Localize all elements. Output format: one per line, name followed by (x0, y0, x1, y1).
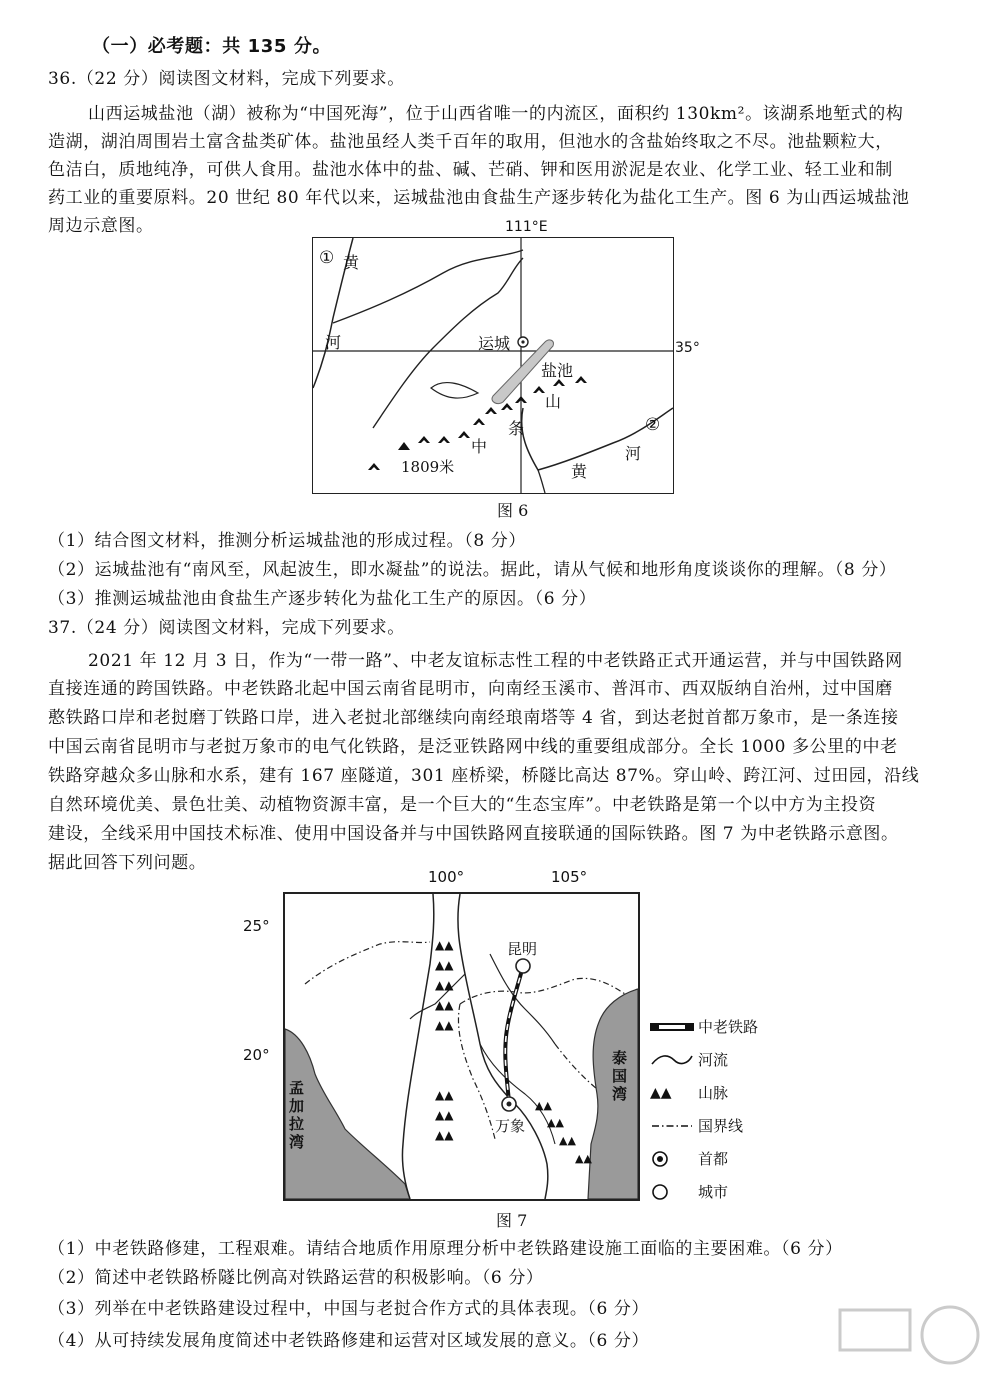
section-heading: （一）必考题：共 135 分。 (92, 36, 332, 57)
q36-question: （2）运城盐池有“南风至，风起波生，即水凝盐”的说法。据此，请从气候和地形角度谈谈你的理解。（8 分） (48, 560, 897, 580)
q36-question: （3）推测运城盐池由食盐生产逐步转化为盐化工生产的原因。（6 分） (48, 589, 597, 609)
legend-row (650, 1175, 770, 1208)
svg-text:▲▲: ▲▲ (435, 938, 454, 952)
q36-para-line: 色洁白，质地纯净，可供人食用。盐池水体中的盐、碱、芒硝、钾和医用淤泥是农业、化学工业、轻工业和制 (48, 160, 893, 180)
q37-para-line: 直接连通的跨国铁路。中老铁路北起中国云南省昆明市，向南经玉溪市、普洱市、西双版纳自治州，过中国磨 (48, 679, 893, 699)
q37-para-line: 中国云南省昆明市与老挝万象市的电气化铁路，是泛亚铁路网中线的重要组成部分。全长 1000 多公里的中老 (48, 737, 898, 757)
figure-6-map (312, 237, 674, 494)
svg-text:▲▲: ▲▲ (535, 1099, 552, 1112)
fig7-lat-label-25: 25° (243, 917, 270, 935)
label-kunming: 昆明 (507, 940, 538, 958)
figure-7-svg (285, 894, 638, 1199)
border-laos-vietnam (555, 1044, 597, 1089)
label-bengal: 孟加拉湾 (289, 1079, 305, 1151)
legend-row (650, 1043, 770, 1076)
label-zhong: 中 (471, 437, 488, 456)
tributary-north (333, 250, 523, 323)
legend-row (650, 1010, 770, 1043)
legend-border: 国界线 (698, 1117, 744, 1135)
svg-text:▲▲: ▲▲ (435, 1108, 454, 1122)
q37-question: （3）列举在中老铁路建设过程中，中国与老挝合作方式的具体表现。（6 分） (48, 1299, 650, 1319)
svg-text:▲▲: ▲▲ (559, 1134, 576, 1147)
svg-text:▲▲: ▲▲ (435, 1128, 454, 1142)
q37-para-line: 建设，全线采用中国技术标准、使用中国设备并与中国铁路网直接联通的国际铁路。图 7 为中老铁路示意图。 (48, 824, 899, 844)
q36-question: （1）结合图文材料，推测分析运城盐池的形成过程。（8 分） (48, 531, 526, 551)
svg-text:▲▲: ▲▲ (575, 1152, 592, 1165)
q36-para-line: 药工业的重要原料。20 世纪 80 年代以来，运城盐池由食盐生产逐步转化为盐化工生产。图 6 为山西运城盐池 (48, 188, 910, 208)
fig7-lon-label-100: 100° (428, 868, 465, 886)
mountain-icon: ▲▲ (650, 1084, 672, 1101)
label-yuncheng: 运城 (478, 334, 511, 353)
label-yanchi: 盐池 (541, 361, 574, 380)
fig7-lat-label-20: 20° (243, 1046, 270, 1064)
q37-question: （2）简述中老铁路桥隧比例高对铁路运营的积极影响。（6 分） (48, 1268, 544, 1288)
legend-row (650, 1142, 770, 1175)
river-south-branch (538, 470, 545, 493)
q36-header: 36.（22 分）阅读图文材料，完成下列要求。 (48, 69, 405, 89)
figure-7-map (283, 892, 640, 1201)
label-tiao: 条 (508, 419, 525, 438)
label-he-right: 河 (625, 444, 642, 463)
svg-text:▲▲: ▲▲ (435, 1088, 454, 1102)
q37-para-line: 2021 年 12 月 3 日，作为“一带一路”、中老友谊标志性工程的中老铁路正式开通运营，并与中国铁路网 (88, 651, 903, 671)
svg-text:▲▲: ▲▲ (435, 998, 454, 1012)
q37-para-line: 自然环境优美、景色壮美、动植物资源丰富，是一个巨大的“生态宝库”。中老铁路是第一个以中方为主投资 (48, 795, 877, 815)
border-north (305, 942, 430, 984)
kunming-marker (516, 959, 530, 973)
legend-capital: 首都 (698, 1150, 729, 1168)
svg-text:▲▲: ▲▲ (547, 1116, 564, 1129)
q37-para-line: 憨铁路口岸和老挝磨丁铁路口岸，进入老挝北部继续向南经琅南塔等 4 省，到达老挝首都万象市，是一条连接 (48, 708, 899, 728)
legend-railway: 中老铁路 (698, 1018, 759, 1036)
figure-6-svg (313, 238, 673, 493)
q37-para-line: 铁路穿越众多山脉和水系，建有 167 座隧道，301 座桥梁，桥隧比高达 87%。穿山岭、跨江河、过田园，沿线 (48, 766, 920, 786)
legend-city: 城市 (698, 1183, 729, 1201)
figure-6-caption: 图 6 (497, 501, 529, 520)
legend-mountain: 山脉 (698, 1084, 729, 1102)
figure-7-legend (650, 1010, 770, 1208)
legend-row (650, 1076, 770, 1109)
svg-text:▲▲: ▲▲ (435, 958, 454, 972)
label-circle-1: ① (319, 248, 335, 268)
watermark-stamp (830, 1300, 990, 1380)
fig6-latitude-label: 35° (675, 340, 700, 356)
q36-para-line: 周边示意图。 (48, 216, 154, 236)
q36-para-line: 山西运城盐池（湖）被称为“中国死海”，位于山西省唯一的内流区，面积约 130km²。该湖系地堑式的构 (88, 104, 904, 124)
fig6-longitude-label: 111°E (505, 219, 548, 235)
label-thai: 泰国湾 (612, 1049, 628, 1103)
q36-para-line: 造湖，湖泊周围岩土富含盐类矿体。盐池虽经人类千百年的取用，但池水的含盐始终取之不尽。池盐颗粒大， (48, 132, 893, 152)
q37-para-line: 据此回答下列问题。 (48, 853, 207, 873)
label-huang-top: 黄 (343, 253, 360, 272)
fig7-lon-label-105: 105° (551, 868, 588, 886)
q37-question: （1）中老铁路修建，工程艰难。请结合地质作用原理分析中老铁路建设施工面临的主要困难。（6 分） (48, 1239, 843, 1259)
label-he-left: 河 (325, 333, 342, 352)
legend-row (650, 1109, 770, 1142)
legend-river: 河流 (698, 1051, 729, 1069)
label-circle-2: ② (645, 415, 661, 435)
label-vientiane: 万象 (495, 1117, 526, 1135)
q37-question: （4）从可持续发展角度简述中老铁路修建和运营对区域发展的意义。（6 分） (48, 1331, 650, 1351)
label-shan: 山 (545, 392, 562, 411)
svg-text:▲▲: ▲▲ (435, 978, 454, 992)
border-china-laos (460, 978, 625, 1004)
small-lake (431, 383, 478, 399)
label-elevation: 1809米 (401, 458, 455, 476)
river-salween (402, 894, 433, 1199)
figure-7-caption: 图 7 (496, 1211, 528, 1230)
label-huang-bottom: 黄 (571, 462, 588, 481)
q37-header: 37.（24 分）阅读图文材料，完成下列要求。 (48, 618, 405, 638)
svg-text:▲▲: ▲▲ (435, 1018, 454, 1032)
